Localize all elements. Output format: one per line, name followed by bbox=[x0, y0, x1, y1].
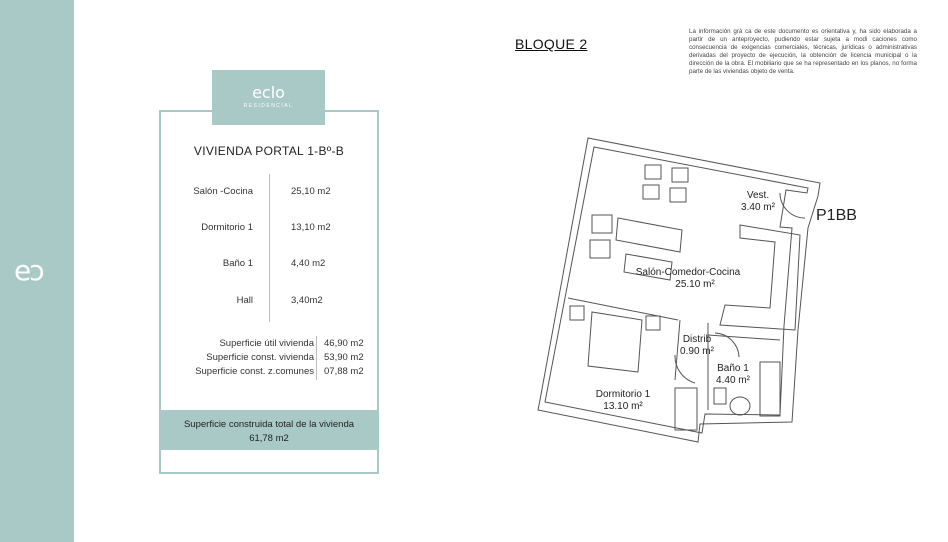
room-label-name: Dormitorio 1 bbox=[595, 389, 651, 400]
sidebar bbox=[0, 0, 74, 542]
room-label-name: Salón-Comedor-Cocina bbox=[635, 267, 741, 278]
total-area: 53,90 m2 bbox=[324, 352, 364, 363]
toilet bbox=[714, 388, 726, 404]
disclaimer-text: La información grá ca de este documento es orientativa y, ha sido elaborada a partir de un anteproyecto, pudiendo estar sujeta a modi caciones como consecuencia de exigencias comerciales, técnicas, jurídicas o administrativas derivadas del proyecto de ejecución, la obtención de licencia municipal o la dirección de la obra. El mobiliario que se ha representado en los planos, no forma parte de las viviendas objeto de venta. bbox=[689, 28, 917, 75]
divider bbox=[269, 174, 270, 322]
room-label-name: Vest. bbox=[746, 190, 770, 201]
brand-logo bbox=[212, 70, 325, 125]
door-swing bbox=[780, 193, 805, 218]
chair bbox=[672, 168, 688, 182]
chair bbox=[670, 188, 686, 202]
room-label-area: 3.40 m² bbox=[741, 202, 775, 213]
room-name: Salón -Cocina bbox=[193, 186, 253, 197]
brand-subtitle: RESIDENCIAL bbox=[243, 103, 294, 109]
block-heading: BLOQUE 2 bbox=[515, 36, 588, 52]
room-label-name: Baño 1 bbox=[717, 363, 749, 374]
room-label-name: 25.10 m² bbox=[675, 279, 715, 290]
room-area: 13,10 m2 bbox=[291, 222, 331, 233]
room-label-area: 13.10 m² bbox=[603, 401, 643, 412]
brand-name: eclo bbox=[252, 83, 285, 102]
wardrobe bbox=[675, 388, 697, 430]
plan-code: P1BB bbox=[816, 207, 857, 224]
total-row bbox=[161, 338, 377, 352]
room-area: 4,40 m2 bbox=[291, 258, 326, 269]
room-area: 25,10 m2 bbox=[291, 186, 331, 197]
room-area: 3,40m2 bbox=[291, 295, 323, 306]
door-swing bbox=[675, 355, 695, 383]
bed bbox=[588, 312, 642, 372]
total-built-value: 61,78 m2 bbox=[249, 433, 289, 444]
room-label-area: 4.40 m² bbox=[716, 375, 750, 386]
total-row bbox=[161, 352, 377, 366]
sink bbox=[730, 397, 750, 415]
total-name: Superficie útil vivienda bbox=[219, 338, 314, 349]
nightstand bbox=[570, 306, 584, 320]
room-name: Baño 1 bbox=[222, 258, 253, 269]
wall bbox=[708, 335, 780, 340]
chair bbox=[643, 185, 659, 199]
bathtub bbox=[760, 362, 780, 416]
total-built-label: Superficie construida total de la vivienda bbox=[183, 419, 355, 430]
nightstand bbox=[646, 316, 660, 330]
total-name: Superficie const. vivienda bbox=[206, 352, 314, 363]
armchair bbox=[592, 215, 612, 233]
total-area: 07,88 m2 bbox=[324, 366, 364, 377]
total-row bbox=[161, 366, 377, 380]
armchair bbox=[590, 240, 610, 258]
outer-wall bbox=[538, 138, 820, 442]
chair bbox=[645, 165, 661, 179]
total-built-band bbox=[161, 410, 377, 450]
unit-title: VIVIENDA PORTAL 1-Bº-B bbox=[193, 144, 345, 158]
total-area: 46,90 m2 bbox=[324, 338, 364, 349]
total-name: Superficie const. z.comunes bbox=[195, 366, 314, 377]
room-label-area: 0.90 m² bbox=[680, 346, 714, 357]
unit-summary-card bbox=[159, 110, 379, 474]
sidebar-logo: eɔ bbox=[14, 254, 43, 287]
floor-plan bbox=[530, 130, 870, 450]
room-label-name: Distrib bbox=[682, 334, 712, 345]
room-name: Dormitorio 1 bbox=[201, 222, 253, 233]
sofa bbox=[616, 218, 682, 252]
room-name: Hall bbox=[236, 295, 253, 306]
